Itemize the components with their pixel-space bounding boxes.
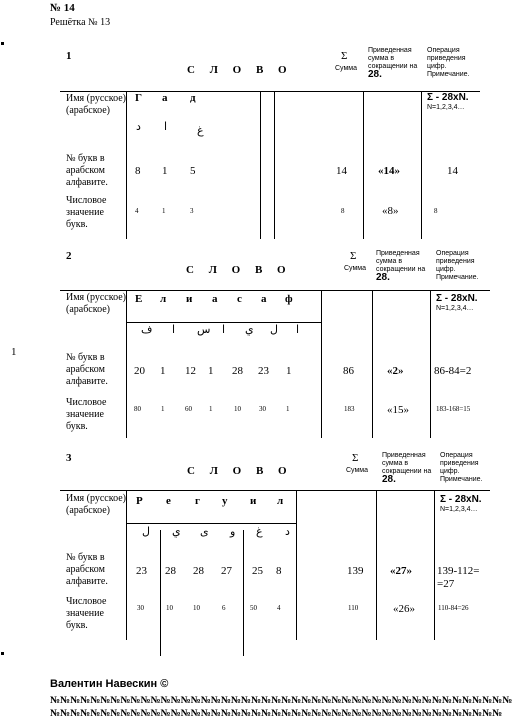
ru-letter: л	[277, 495, 284, 507]
letter-value: 1	[286, 405, 290, 413]
position-value: 12	[185, 365, 196, 377]
ru-letter: а	[212, 293, 218, 305]
position-value: 8	[276, 565, 282, 577]
ru-letter: и	[186, 293, 193, 305]
ar-letter: ا	[296, 323, 300, 336]
ru-letter: г	[195, 495, 200, 507]
value-op: 183-168=15	[436, 405, 471, 413]
letter-value: 60	[185, 405, 192, 413]
position-value: 1	[208, 365, 214, 377]
ar-letter: ي	[172, 525, 181, 538]
reduced-header: Приведенная сумма в сокращении на 28.	[368, 47, 418, 80]
position-value: 1	[160, 365, 166, 377]
formula: Σ - 28хN.	[440, 494, 482, 505]
ru-letter: е	[166, 495, 171, 507]
sigma: Σ	[350, 250, 357, 262]
position-value: 28	[232, 365, 243, 377]
letter-value: 4	[277, 604, 281, 612]
ar-letter: ا	[172, 323, 176, 336]
values-label: Числовое значение букв.	[66, 397, 107, 432]
ru-letter: л	[160, 293, 167, 305]
formula: Σ - 28хN.	[427, 92, 469, 103]
ar-letter: د	[136, 120, 141, 133]
ru-letter: а	[162, 92, 168, 104]
position-op-cont: =27	[437, 578, 455, 590]
letter-value: 3	[190, 207, 194, 215]
value-reduced: «8»	[382, 205, 399, 217]
ar-letter: و	[230, 525, 236, 538]
page-subtitle: Решётка № 13	[50, 17, 111, 28]
position-value: 28	[193, 565, 204, 577]
name-label: Имя (русское) (арабское)	[66, 93, 126, 116]
position-value: 23	[136, 565, 147, 577]
word-header: С Л О В О	[187, 465, 293, 477]
position-value: 28	[165, 565, 176, 577]
position-value: 8	[135, 165, 141, 177]
position-reduced: «27»	[390, 565, 412, 577]
position-reduced: «2»	[387, 365, 404, 377]
margin-mark	[1, 42, 4, 45]
ar-letter: ى	[200, 525, 209, 538]
section-number: 2	[66, 250, 72, 262]
ru-letter: Р	[136, 495, 143, 507]
numero-pattern: №№№№№№№№№№№№№№№№№№№№№№№№№№№№№№№№№№№№№№№№№№№№№№	[50, 695, 513, 706]
word-header: С Л О В О	[187, 64, 293, 76]
position-op: 139-112=	[437, 565, 480, 577]
formula: Σ - 28хN.	[436, 293, 478, 304]
position-op: 14	[447, 165, 458, 177]
ar-letter: ل	[270, 323, 278, 336]
position-sum: 139	[347, 565, 364, 577]
ru-letter: Е	[135, 293, 143, 305]
sum-header: Сумма	[346, 467, 368, 474]
letter-value: 80	[134, 405, 141, 413]
letter-value: 10	[193, 604, 200, 612]
reduced-header: Приведенная сумма в сокращении на 28.	[382, 452, 432, 485]
value-sum: 183	[344, 405, 355, 413]
ru-letter: у	[222, 495, 228, 507]
sum-header: Сумма	[335, 65, 357, 72]
position-value: 23	[258, 365, 269, 377]
section-number: 3	[66, 452, 72, 464]
letter-value: 1	[161, 405, 165, 413]
letter-value: 6	[222, 604, 226, 612]
ru-letter: и	[250, 495, 257, 507]
letters-label: № букв в арабском алфавите.	[66, 552, 108, 587]
name-label: Имя (русское) (арабское)	[66, 493, 126, 516]
author: Валентин Навескин ©	[50, 678, 169, 690]
letter-value: 10	[166, 604, 173, 612]
n-series: N=1,2,3,4…	[440, 506, 478, 513]
op-header: Операция приведения цифр. Примечание.	[436, 250, 479, 281]
ru-letter: с	[237, 293, 242, 305]
ar-letter: ف	[141, 323, 153, 336]
position-op: 86-84=2	[434, 365, 472, 377]
section-number: 1	[66, 50, 72, 62]
position-value: 5	[190, 165, 196, 177]
value-reduced: «15»	[387, 404, 409, 416]
sum-header: Сумма	[344, 265, 366, 272]
letter-value: 4	[135, 207, 139, 215]
ar-letter: غ	[197, 124, 204, 137]
ar-letter: ي	[245, 323, 254, 336]
values-label: Числовое значение букв.	[66, 596, 107, 631]
value-sum: 110	[348, 604, 359, 612]
values-label: Числовое значение букв.	[66, 195, 107, 230]
margin-number: 1	[11, 346, 17, 358]
ar-letter: س	[197, 323, 211, 336]
letter-value: 10	[234, 405, 241, 413]
letter-value: 1	[209, 405, 213, 413]
letter-value: 30	[259, 405, 266, 413]
sigma: Σ	[341, 50, 348, 62]
ru-letter: д	[190, 92, 196, 104]
letter-value: 30	[137, 604, 144, 612]
value-reduced: «26»	[393, 603, 415, 615]
numero-pattern: №№№№№№№№№№№№№№№№№№№№№№№№№№№№№№№№№№№№№№№№№№№№№	[50, 708, 503, 719]
position-sum: 86	[343, 365, 354, 377]
page-number: № 14	[50, 2, 75, 14]
position-sum: 14	[336, 165, 347, 177]
letter-value: 50	[250, 604, 257, 612]
value-op: 110-84=26	[438, 604, 469, 612]
position-reduced: «14»	[378, 165, 400, 177]
position-value: 27	[221, 565, 232, 577]
reduced-header: Приведенная сумма в сокращении на 28.	[376, 250, 426, 283]
ru-letter: Г	[135, 92, 142, 104]
op-header: Операция приведения цифр. Примечание.	[440, 452, 483, 483]
position-value: 20	[134, 365, 145, 377]
sigma: Σ	[352, 452, 359, 464]
value-op: 8	[434, 207, 438, 215]
position-value: 1	[286, 365, 292, 377]
n-series: N=1,2,3,4…	[427, 104, 465, 111]
word-header: С Л О В О	[186, 264, 292, 276]
letters-label: № букв в арабском алфавите.	[66, 352, 108, 387]
letters-label: № букв в арабском алфавите.	[66, 153, 108, 188]
name-label: Имя (русское) (арабское)	[66, 292, 126, 315]
position-value: 1	[162, 165, 168, 177]
ru-letter: ф	[285, 293, 293, 305]
ar-letter: ل	[142, 525, 150, 538]
position-value: 25	[252, 565, 263, 577]
op-header: Операция приведения цифр. Примечание.	[427, 47, 470, 78]
n-series: N=1,2,3,4…	[436, 305, 474, 312]
margin-mark	[1, 652, 4, 655]
ar-letter: غ	[256, 525, 263, 538]
ar-letter: ا	[222, 323, 226, 336]
ru-letter: а	[261, 293, 267, 305]
letter-value: 1	[162, 207, 166, 215]
value-sum: 8	[341, 207, 345, 215]
ar-letter: د	[285, 525, 290, 538]
ar-letter: ا	[164, 120, 168, 133]
